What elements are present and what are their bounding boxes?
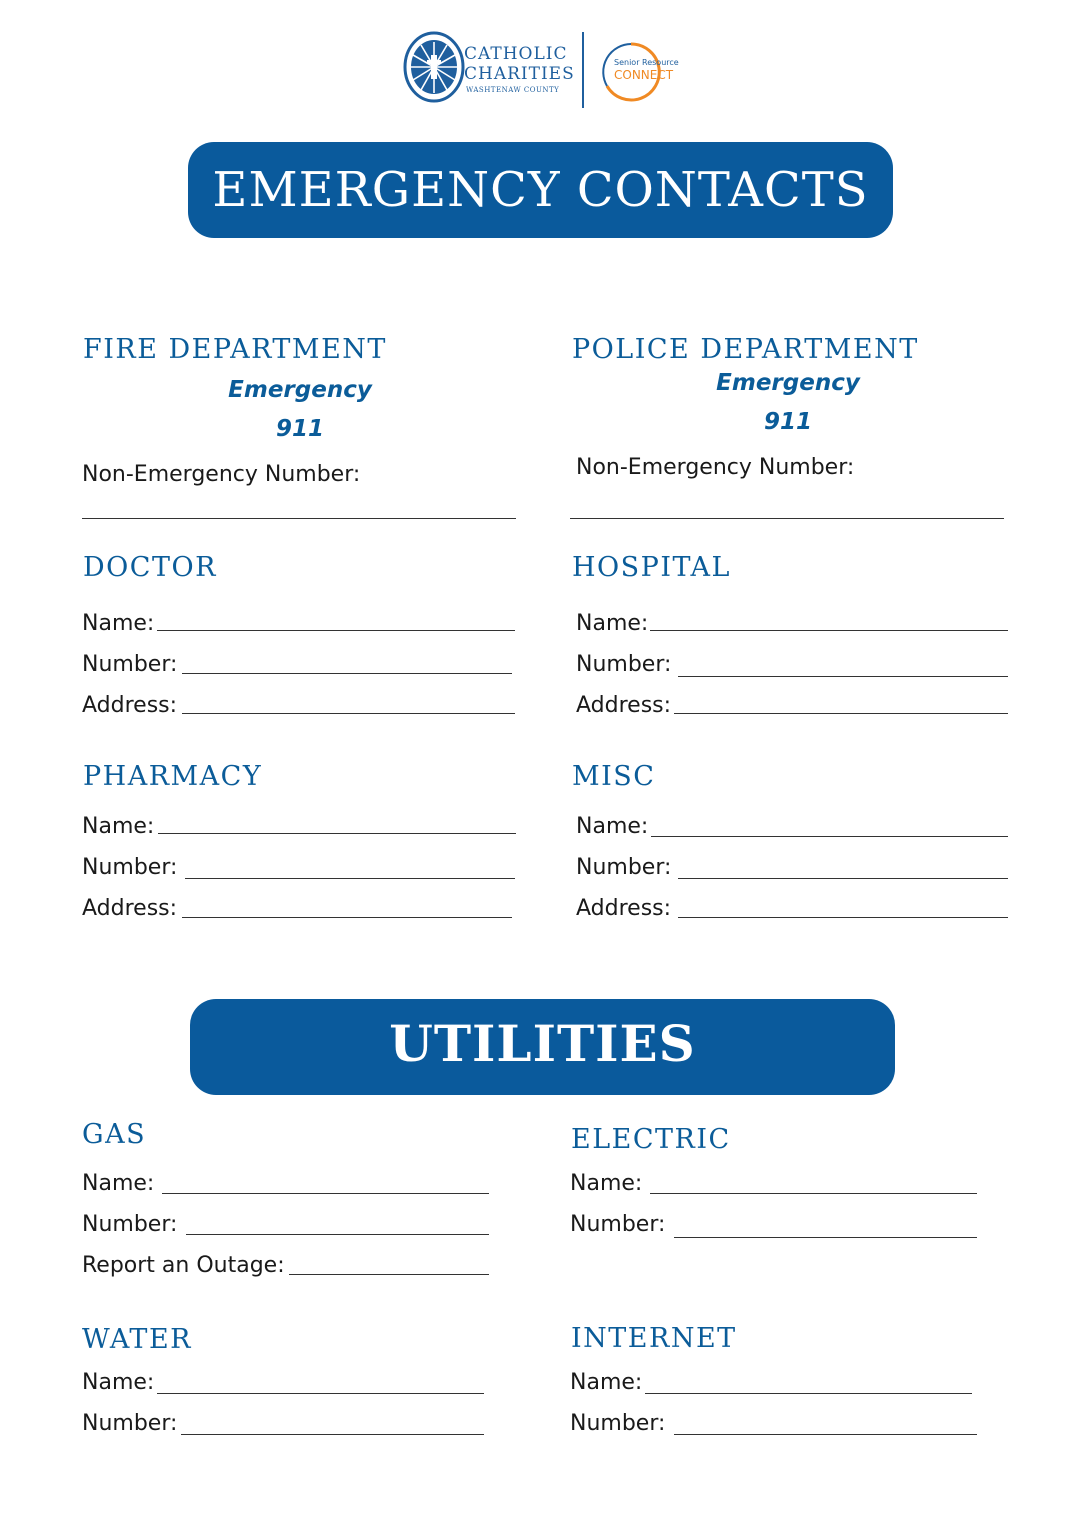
- misc-number-field[interactable]: [678, 878, 1008, 879]
- water-number-field[interactable]: [181, 1434, 484, 1435]
- internet-number-field[interactable]: [674, 1434, 977, 1435]
- org-name-line3: WASHTENAW COUNTY: [466, 86, 560, 94]
- police-non-emergency-label: Non-Emergency Number:: [576, 455, 855, 480]
- internet-number-label: Number:: [570, 1411, 666, 1436]
- fire-non-emergency-field[interactable]: [82, 518, 516, 519]
- gas-number-label: Number:: [82, 1212, 178, 1237]
- electric-name-field[interactable]: [650, 1193, 977, 1194]
- gas-name-label: Name:: [82, 1171, 155, 1196]
- logo-divider: [582, 32, 584, 108]
- doctor-number-label: Number:: [82, 652, 178, 677]
- fire-emergency-label: Emergency: [228, 377, 372, 403]
- doctor-address-field[interactable]: [182, 713, 515, 714]
- gas-number-field[interactable]: [186, 1234, 489, 1235]
- police-emergency-label: Emergency: [716, 370, 860, 396]
- doctor-heading: DOCTOR: [83, 552, 217, 583]
- pharmacy-name-label: Name:: [82, 814, 155, 839]
- fire-department-heading: FIRE DEPARTMENT: [83, 334, 387, 365]
- emergency-contacts-banner: [188, 142, 893, 238]
- gas-outage-label: Report an Outage:: [82, 1253, 285, 1278]
- sunburst-emblem-icon: [402, 30, 466, 104]
- water-number-label: Number:: [82, 1411, 178, 1436]
- water-name-label: Name:: [82, 1370, 155, 1395]
- pharmacy-number-field[interactable]: [185, 878, 515, 879]
- hospital-heading: HOSPITAL: [572, 552, 731, 583]
- internet-name-label: Name:: [570, 1370, 643, 1395]
- utilities-title: UTILITIES: [389, 1014, 696, 1073]
- police-emergency-number: 911: [763, 409, 812, 435]
- doctor-address-label: Address:: [82, 693, 178, 718]
- org-name-line1: CATHOLIC: [464, 44, 568, 64]
- doctor-name-label: Name:: [82, 611, 155, 636]
- pharmacy-number-label: Number:: [82, 855, 178, 880]
- electric-heading: ELECTRIC: [571, 1124, 731, 1155]
- pharmacy-address-field[interactable]: [182, 917, 512, 918]
- internet-heading: INTERNET: [571, 1323, 737, 1354]
- water-name-field[interactable]: [157, 1393, 484, 1394]
- hospital-name-label: Name:: [576, 611, 649, 636]
- partner-name-line2: CONNECT: [614, 68, 674, 82]
- fire-emergency-number: 911: [275, 416, 324, 442]
- police-non-emergency-field[interactable]: [570, 518, 1004, 519]
- electric-number-field[interactable]: [674, 1237, 977, 1238]
- gas-heading: GAS: [82, 1119, 147, 1150]
- doctor-name-field[interactable]: [157, 630, 515, 631]
- hospital-number-label: Number:: [576, 652, 672, 677]
- gas-outage-field[interactable]: [289, 1274, 489, 1275]
- partner-name-line1: Senior Resource: [614, 58, 679, 67]
- police-department-heading: POLICE DEPARTMENT: [572, 334, 919, 365]
- electric-number-label: Number:: [570, 1212, 666, 1237]
- org-name-line2: CHARITIES: [464, 64, 575, 84]
- internet-name-field[interactable]: [645, 1393, 972, 1394]
- hospital-number-field[interactable]: [678, 676, 1008, 677]
- hospital-address-field[interactable]: [674, 713, 1008, 714]
- water-heading: WATER: [82, 1324, 192, 1355]
- hospital-address-label: Address:: [576, 693, 672, 718]
- catholic-charities-logo: [402, 28, 692, 108]
- misc-name-field[interactable]: [651, 836, 1008, 837]
- doctor-number-field[interactable]: [182, 673, 512, 674]
- pharmacy-address-label: Address:: [82, 896, 178, 921]
- misc-address-field[interactable]: [678, 917, 1008, 918]
- fire-non-emergency-label: Non-Emergency Number:: [82, 462, 361, 487]
- pharmacy-name-field[interactable]: [158, 833, 516, 834]
- emergency-contacts-title: EMERGENCY CONTACTS: [212, 162, 869, 218]
- hospital-name-field[interactable]: [650, 630, 1008, 631]
- gas-name-field[interactable]: [162, 1193, 489, 1194]
- misc-name-label: Name:: [576, 814, 649, 839]
- utilities-banner: [190, 999, 895, 1095]
- pharmacy-heading: PHARMACY: [83, 761, 263, 792]
- misc-number-label: Number:: [576, 855, 672, 880]
- electric-name-label: Name:: [570, 1171, 643, 1196]
- misc-heading: MISC: [572, 761, 656, 792]
- misc-address-label: Address:: [576, 896, 672, 921]
